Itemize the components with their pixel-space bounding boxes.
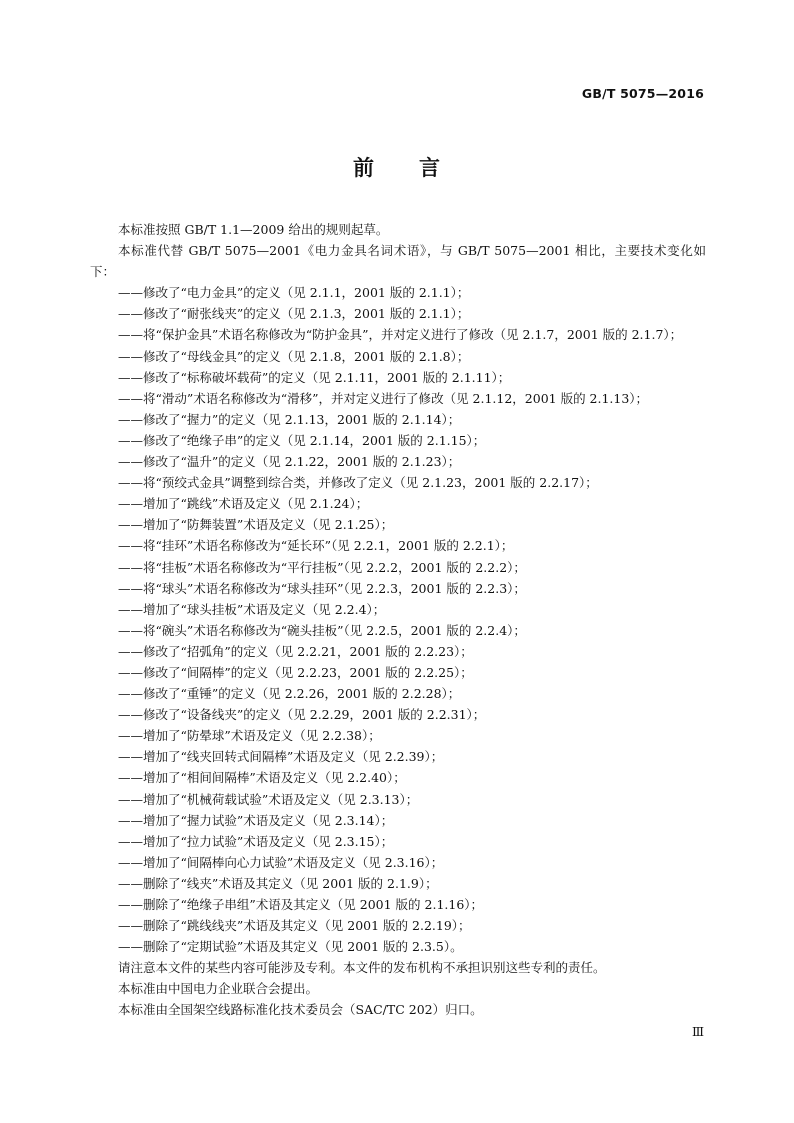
list-item: ——将“滑动”术语名称修改为“滑移”，并对定义进行了修改（见 2.1.12，2001 版的 2.1.13）； (118, 390, 649, 406)
page-title (0, 152, 794, 182)
list-item: ——将“保护金具”术语名称修改为“防护金具”，并对定义进行了修改（见 2.1.7，2001 版的 2.1.7）； (118, 327, 683, 343)
list-item: ——增加了“线夹回转式间隔棒”术语及定义（见 2.2.39）； (118, 749, 444, 765)
list-item: ——增加了“间隔棒向心力试验”术语及定义（见 2.3.16）； (118, 854, 444, 870)
list-item: ——删除了“跳线线夹”术语及其定义（见 2001 版的 2.2.19）； (118, 918, 471, 934)
list-item: ——修改了“母线金具”的定义（见 2.1.8，2001 版的 2.1.8）； (118, 348, 470, 364)
list-item: ——修改了“绝缘子串”的定义（见 2.1.14，2001 版的 2.1.15）； (118, 432, 486, 448)
list-item: ——修改了“电力金具”的定义（见 2.1.1，2001 版的 2.1.1）； (118, 285, 470, 301)
changes-list (90, 282, 706, 957)
paragraph-drafting-rules: 本标准按照 GB/T 1.1—2009 给出的规则起草。 (118, 222, 389, 237)
paragraph-committee: 本标准由全国架空线路标准化技术委员会（SAC/TC 202）归口。 (118, 1002, 483, 1018)
list-item: ——修改了“温升”的定义（见 2.1.22，2001 版的 2.1.23）； (118, 454, 461, 470)
list-item: ——修改了“耐张线夹”的定义（见 2.1.3，2001 版的 2.1.1）； (118, 306, 470, 322)
list-item: ——修改了“间隔棒”的定义（见 2.2.23，2001 版的 2.2.25）； (118, 664, 473, 680)
title-char-2: 言 (419, 156, 441, 180)
list-item: ——增加了“相间间隔棒”术语及定义（见 2.2.40）； (118, 770, 406, 786)
list-item: ——增加了“拉力试验”术语及定义（见 2.3.15）； (118, 833, 394, 849)
list-item: ——修改了“标称破坏载荷”的定义（见 2.1.11，2001 版的 2.1.11）； (118, 369, 511, 385)
list-item: ——删除了“绝缘子串组”术语及其定义（见 2001 版的 2.1.16）； (118, 897, 484, 912)
list-item: ——删除了“定期试验”术语及其定义（见 2001 版的 2.3.5）。 (118, 939, 463, 955)
list-item: ——修改了“握力”的定义（见 2.1.13，2001 版的 2.1.14）； (118, 411, 461, 427)
list-item: ——将“球头”术语名称修改为“球头挂环”（见 2.2.3，2001 版的 2.2.3）； (118, 580, 526, 596)
list-item: ——删除了“线夹”术语及其定义（见 2001 版的 2.1.9）； (118, 875, 438, 891)
title-char-1: 前 (353, 156, 375, 180)
list-item: ——增加了“球头挂板”术语及定义（见 2.2.4）； (118, 601, 386, 617)
list-item: ——增加了“防舞装置”术语及定义（见 2.1.25）； (118, 517, 394, 533)
list-item: ——将“挂环”术语名称修改为“延长环”（见 2.2.1，2001 版的 2.2.1）； (118, 538, 514, 554)
list-item: ——修改了“设备线夹”的定义（见 2.2.29，2001 版的 2.2.31）； (118, 707, 486, 723)
list-item: ——修改了“重锤”的定义（见 2.2.26，2001 版的 2.2.28）； (118, 686, 461, 702)
list-item: ——增加了“握力试验”术语及定义（见 2.3.14）； (118, 812, 394, 828)
foreword-body (90, 219, 706, 1021)
list-item: ——增加了“机械荷载试验”术语及定义（见 2.3.13）； (118, 791, 419, 807)
list-item: ——将“预绞式金具”调整到综合类，并修改了定义（见 2.1.23，2001 版的 2.2.17）； (118, 475, 598, 491)
list-item: ——增加了“跳线”术语及定义（见 2.1.24）； (118, 496, 369, 512)
list-item: ——增加了“防晕球”术语及定义（见 2.2.38）； (118, 728, 381, 744)
list-item: ——将“挂板”术语名称修改为“平行挂板”（见 2.2.2，2001 版的 2.2.2）； (118, 559, 526, 575)
paragraph-patent-notice: 请注意本文件的某些内容可能涉及专利。本文件的发布机构不承担识别这些专利的责任。 (118, 960, 606, 976)
page-number: Ⅲ (691, 1024, 704, 1039)
list-item: ——将“碗头”术语名称修改为“碗头挂板”（见 2.2.5，2001 版的 2.2.4）； (118, 622, 526, 638)
paragraph-replacement: 本标准代替 GB/T 5075—2001《电力金具名词术语》，与 GB/T 5075—2001 相比，主要技术变化如下： (90, 243, 706, 280)
paragraph-proposer: 本标准由中国电力企业联合会提出。 (118, 981, 319, 997)
document-code: GB/T 5075—2016 (581, 86, 704, 101)
list-item: ——修改了“招弧角”的定义（见 2.2.21，2001 版的 2.2.23）； (118, 643, 473, 659)
